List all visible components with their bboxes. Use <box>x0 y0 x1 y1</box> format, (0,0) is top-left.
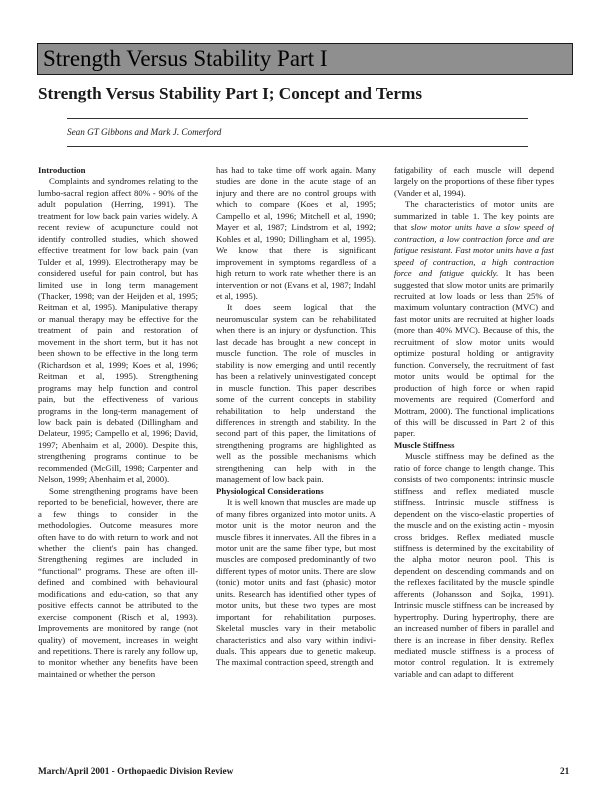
paragraph: Complaints and syndromes relating to the lumbo-sacral region affect 80% - 90% of the adult population (Herring, 1991). The treatment for low back pain varies widely. A recent review of acupuncture could not identify controlled studies, which showed effective treatment for low back pain (van Tulder et al, 1999). Electrotherapy may be considered useful for pain control, but has limited use in long term management (Thacker, 1998; van der Heijden et al, 1995; Reitman et al, 1995). Manipulative therapy or manual therapy may be effective for the treatment of pain and restoration of movement in the short term, but it has not been shown to be effective in the long term (Richardson et al, 1999; Koes et al, 1996; Reitman et al, 1995). Strengthening programs may help function and control pain, but the effectiveness of various programs in the long-term management of low back pain is debated (Dillingham and Delateur, 1995; Campello et al, 1996; David, 1997; Abenhaim et al, 2000). Despite this, strengthening programs continue to be recommended (McGill, 1998; Carpenter and Nelson, 1999; Abenhaim et al, 2000). <box>38 176 198 485</box>
paragraph: It does seem logical that the neuromuscular system can be rehabilitated when there is an injury or dysfunction. This last decade has brought a new concept in muscle function. The role of muscles in stability is now emerging and until recently has been a relatively uninvestigated concept in muscle function. This paper describes some of the current concepts in stability rehabilitation to help understand the differences in strength and stability. In the second part of this paper, the limitations of strengthening programs are highlighted as well as the possible mechanisms which strengthening can help with in the management of low back pain. <box>216 302 376 485</box>
page-number: 21 <box>560 767 570 777</box>
paragraph: Muscle stiffness may be defined as the ratio of force change to length change. This consists of two components: intrinsic muscle stiffness and reflex mediated muscle stiffness. Intrinsic muscle stiffness is dependent on the visco-elastic properties of the muscle and on the existing actin - myosin cross bridges. Reflex mediated muscle stiffness is determined by the excitability of the alpha motor neuron pool. This is dependent on descending commands and on the reflexes facilitated by the muscle spindle afferents (Johansson and Sojka, 1991). Intrinsic muscle stiffness can be increased by hypertrophy. During hypertrophy, there are an increased number of fibers in parallel and there is an increase in fiber density. Reflex mediated muscle stiffness is a process of motor control regulation. It is extremely variable and can adapt to different <box>394 451 554 679</box>
article-subtitle: Strength Versus Stability Part I; Concept and Terms <box>38 84 423 103</box>
footer-journal: March/April 2001 - Orthopaedic Division Review <box>38 767 234 777</box>
section-heading-muscle-stiffness: Muscle Stiffness <box>394 439 455 450</box>
top-rule <box>67 118 528 119</box>
title-banner <box>37 43 573 75</box>
paragraph: has had to take time off work again. Many studies are done in the acute stage of an injury and there are no control groups with which to compare (Koes et al, 1995; Campello et al, 1996; Mitchell et al, 1990; Mayer et al, 1987; Lindstrom et al, 1992; Kohles et al, 1990; Dillingham et al, 1995). We know that there is significant improvement in symptoms regardless of a high return to work rate whether there is an intervention or not (Evans et al, 1987; Indahl et al, 1995). <box>216 165 376 301</box>
banner-title: Strength Versus Stability Part I <box>43 46 328 71</box>
section-heading-introduction: Introduction <box>38 165 86 175</box>
authors-line: Sean GT Gibbons and Mark J. Comerford <box>67 127 222 137</box>
bottom-rule <box>67 146 528 147</box>
paragraph: Some strengthening programs have been reported to be beneficial, however, there are a few things to consider in the methodologies. Outcome measures more often have to do with return to work and not whether the client's pain has changed. Strengthening regimes are included in “functional” programs. These are often ill-defined and combined with behavioural modifications and edu-cation, so that any positive effects cannot be attributed to the exercise component (Risch et al, 1993). Improvements are monitored by range (not quality) of movement, increases in weight and repetitions. There is rarely any follow up, to monitor whether any benefits have been maintained or whether the person <box>38 485 198 679</box>
paragraph: It is well known that muscles are made up of many fibres organized into motor units. A motor unit is the motor neuron and the muscle fibres it innervates. All the fibres in a motor unit are the same fiber type, but most muscles are composed predominantly of two different types of motor units. There are slow (tonic) motor units and fast (phasic) motor units. Research has identified other types of motor units, but these two types are most important for rehabilitation purposes. Skeletal muscles vary in their metabolic characteristics and also vary within indivi-duals. This appears due to genetic makeup. The maximal contraction speed, strength and <box>216 497 376 668</box>
text-column-1 <box>38 165 198 756</box>
section-heading-physiological: Physiological Considerations <box>216 485 324 496</box>
paragraph-text: It has been suggested that slow motor units are primarily recruited at low loads or less than 25% of maximum voluntary contraction (MVC) and fast motor units are recruited at higher loads (more than 40% MVC). Because of this, the recruitment of slow motor units would optimize postural holding or antigravity function. Conversely, the recruitment of fast motor units would be optimal for the production of high force or when rapid movements are required (Comerford and Mottram, 2000). The functional implications of this will be discussed in Part 2 of this paper. <box>394 268 554 439</box>
paragraph <box>394 199 554 440</box>
text-column-2 <box>216 165 376 756</box>
paragraph: fatigability of each muscle will depend largely on the proportions of these fiber types (Vander et al, 1994). <box>394 165 554 198</box>
paragraph-text: The characteristics of motor units are summarized in table 1. The key points are that <box>394 199 554 233</box>
emphasized-text: slow motor units have a slow speed of contraction, a low contraction force and are fatigue resistant. Fast motor units have a fast speed of contraction, a high contraction force and fatigue quickly. <box>394 222 554 279</box>
text-column-3 <box>394 165 554 756</box>
